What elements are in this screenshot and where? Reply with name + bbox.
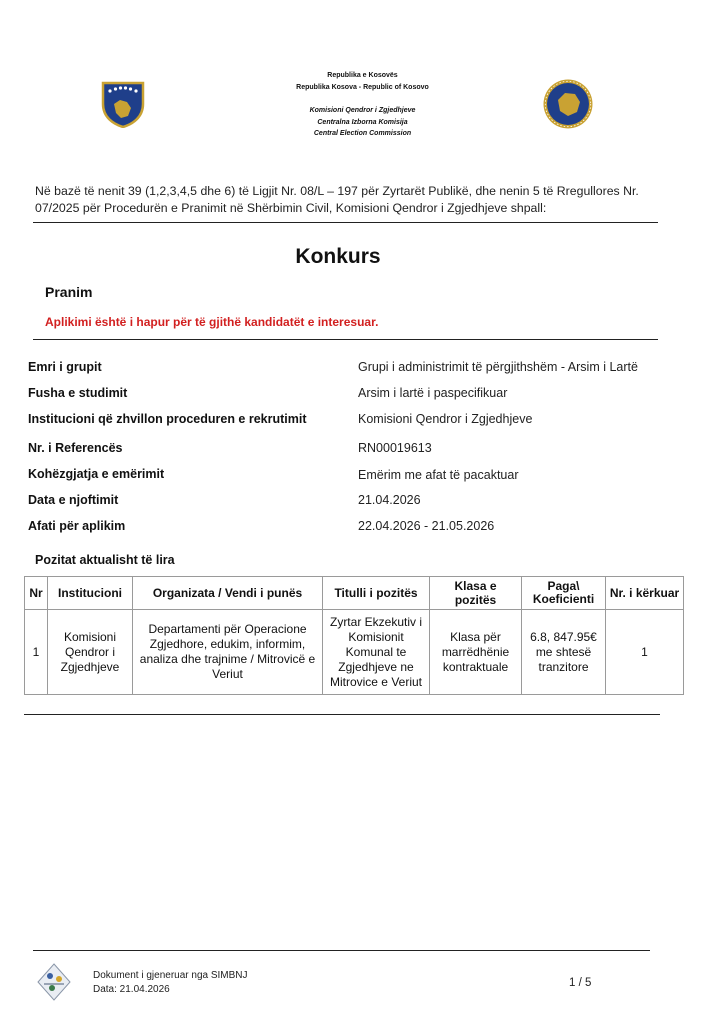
table-header-row — [25, 577, 684, 610]
info-value-duration: Emërim me afat të pacaktuar — [358, 468, 519, 482]
info-value-announcement-date: 21.04.2026 — [358, 493, 421, 507]
header-commission-en: Central Election Commission — [313, 130, 412, 137]
col-header-position-class: Klasa e pozitës — [430, 577, 522, 610]
page-number: 1 / 5 — [569, 977, 592, 989]
simbnj-logo-icon — [36, 962, 72, 1002]
intro-paragraph: Në bazë të nenit 39 (1,2,3,4,5 dhe 6) të Ligjit Nr. 08/L – 197 për Zyrtarët Publikë, dhe nenin 5 të Rregullores Nr. 07/2025 për Procedurën e Pranimit në Shërbimin Civil, Komisioni Qendror i Zgjedhjeve shpall: — [35, 184, 639, 215]
info-label-deadline: Afati për aplikim — [28, 519, 126, 533]
positions-section-title: Pozitat aktualisht të lira — [35, 553, 175, 567]
cell-organization: Departamenti për Operacione Zgjedhore, edukim, informim, analiza dhe trajnime / Mitrovicë e Veriut — [133, 610, 323, 695]
col-header-organization: Organizata / Vendi i punës — [133, 577, 323, 610]
header-commission-sr: Centralna Izborna Komisija — [317, 119, 408, 126]
cell-salary: 6.8, 847.95€ me shtesë tranzitore — [522, 610, 606, 695]
footer-date: Data: 21.04.2026 — [93, 984, 170, 995]
header-republic-line: Republika e Kosovës — [327, 72, 398, 79]
info-label-reference: Nr. i Referencës — [28, 441, 123, 455]
col-header-institution: Institucioni — [48, 577, 133, 610]
info-value-reference: RN00019613 — [358, 441, 432, 455]
col-header-required-count: Nr. i kërkuar — [606, 577, 684, 610]
cell-position-class: Klasa për marrëdhënie kontraktuale — [430, 610, 522, 695]
info-value-group: Grupi i administrimit të përgjithshëm - Arsim i Lartë — [358, 360, 638, 374]
footer-divider — [33, 950, 650, 951]
subtitle: Pranim — [45, 284, 93, 300]
positions-table — [24, 576, 684, 695]
cell-nr: 1 — [25, 610, 48, 695]
header-republic-multilang-line: Republika Kosova - Republic of Kosovo — [296, 84, 429, 91]
page-title: Konkurs — [295, 245, 381, 268]
col-header-nr: Nr — [25, 577, 48, 610]
info-label-institution: Institucioni që zhvillon proceduren e rekrutimit — [28, 412, 307, 426]
footer-generated-note: Dokument i gjeneruar nga SIMBNJ — [93, 970, 248, 981]
col-header-position-title: Titulli i pozitës — [323, 577, 430, 610]
info-label-field: Fusha e studimit — [28, 386, 128, 400]
info-label-group: Emri i grupit — [28, 360, 102, 374]
divider-top — [33, 222, 658, 223]
info-label-duration: Kohëzgjatja e emërimit — [28, 467, 165, 481]
header-commission-sq: Komisioni Qendror i Zgjedhjeve — [309, 107, 416, 114]
cell-required-count: 1 — [606, 610, 684, 695]
info-value-deadline: 22.04.2026 - 21.05.2026 — [358, 519, 495, 533]
info-label-announcement-date: Data e njoftimit — [28, 493, 119, 507]
application-notice: Aplikimi është i hapur për të gjithë kandidatët e interesuar. — [45, 315, 379, 329]
info-value-institution: Komisioni Qendror i Zgjedhjeve — [358, 412, 533, 426]
cell-institution: Komisioni Qendror i Zgjedhjeve — [48, 610, 133, 695]
table-row — [25, 610, 684, 695]
divider-after-table — [24, 714, 660, 715]
cell-position-title: Zyrtar Ekzekutiv i Komisionit Komunal te Zgjedhjeve ne Mitrovice e Veriut — [323, 610, 430, 695]
info-value-field: Arsim i lartë i paspecifikuar — [358, 386, 508, 400]
col-header-salary: Paga\ Koeficienti — [522, 577, 606, 610]
divider-notice — [33, 339, 658, 340]
